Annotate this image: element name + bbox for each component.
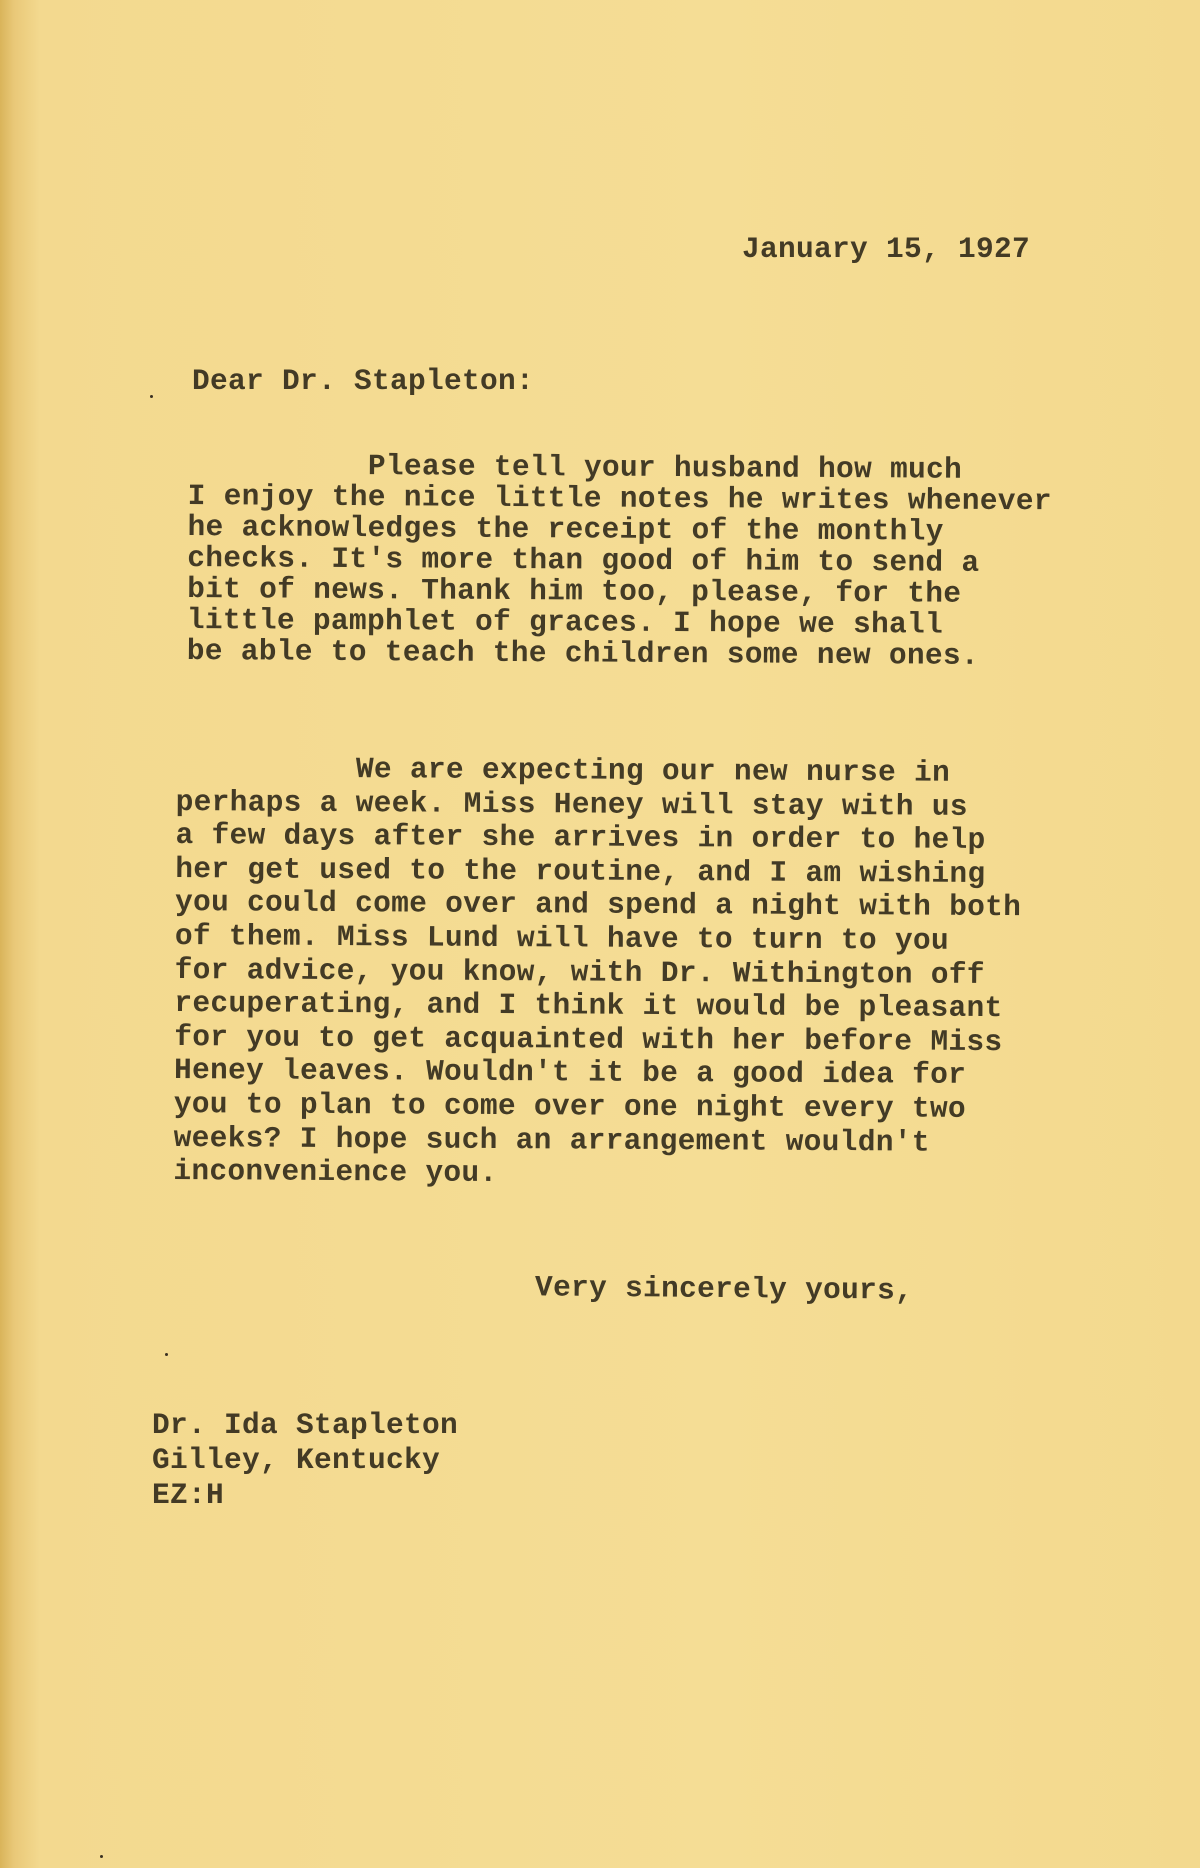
text-line: of them. Miss Lund will have to turn to you: [174, 918, 950, 958]
text-line: We are expecting our new nurse in: [175, 751, 951, 790]
text-line: bit of news. Thank him too, please, for the: [187, 571, 962, 611]
text-line: I enjoy the nice little notes he writes whenever: [187, 478, 1052, 519]
recipient-name: Dr. Ida Stapleton: [152, 1408, 459, 1442]
letter-date: January 15, 1927: [742, 232, 1031, 266]
text-line: her get used to the routine, and I am wishing: [175, 851, 986, 891]
salutation: Dear Dr. Stapleton:: [192, 364, 535, 398]
text-line: inconvenience you.: [173, 1154, 498, 1191]
closing: Very sincerely yours,: [534, 1270, 914, 1308]
text-line: recuperating, and I think it would be pleasant: [174, 986, 1003, 1026]
paper-speck: [165, 1353, 168, 1356]
text-line: perhaps a week. Miss Heney will stay with us: [175, 784, 968, 824]
paragraph-2: [173, 752, 1022, 1194]
text-line: he acknowledges the receipt of the monthly: [187, 509, 944, 549]
recipient-address: [152, 1408, 458, 1513]
recipient-location: Gilley, Kentucky: [152, 1443, 441, 1477]
reference-initials: EZ:H: [152, 1478, 225, 1512]
text-line: be able to teach the children some new ones.: [186, 633, 980, 673]
text-line: Please tell your husband how much: [187, 448, 963, 487]
paper-speck: [100, 1855, 103, 1858]
text-line: little pamphlet of graces. I hope we shall: [186, 602, 944, 642]
paper-speck: [150, 395, 153, 398]
text-line: checks. It's more than good of him to send a: [187, 540, 980, 580]
text-line: Heney leaves. Wouldn't it be a good idea for: [173, 1053, 967, 1093]
text-line: a few days after she arrives in order to help: [175, 818, 986, 858]
paragraph-1: [187, 450, 1052, 672]
text-line: you to plan to come over one night every two: [173, 1086, 967, 1126]
text-line: for advice, you know, with Dr. Withington off: [174, 952, 985, 992]
text-line: weeks? I hope such an arrangement wouldn't: [173, 1120, 930, 1160]
text-line: you could come over and spend a night with both: [174, 885, 1022, 925]
text-line: for you to get acquainted with her before Miss: [174, 1019, 1003, 1059]
